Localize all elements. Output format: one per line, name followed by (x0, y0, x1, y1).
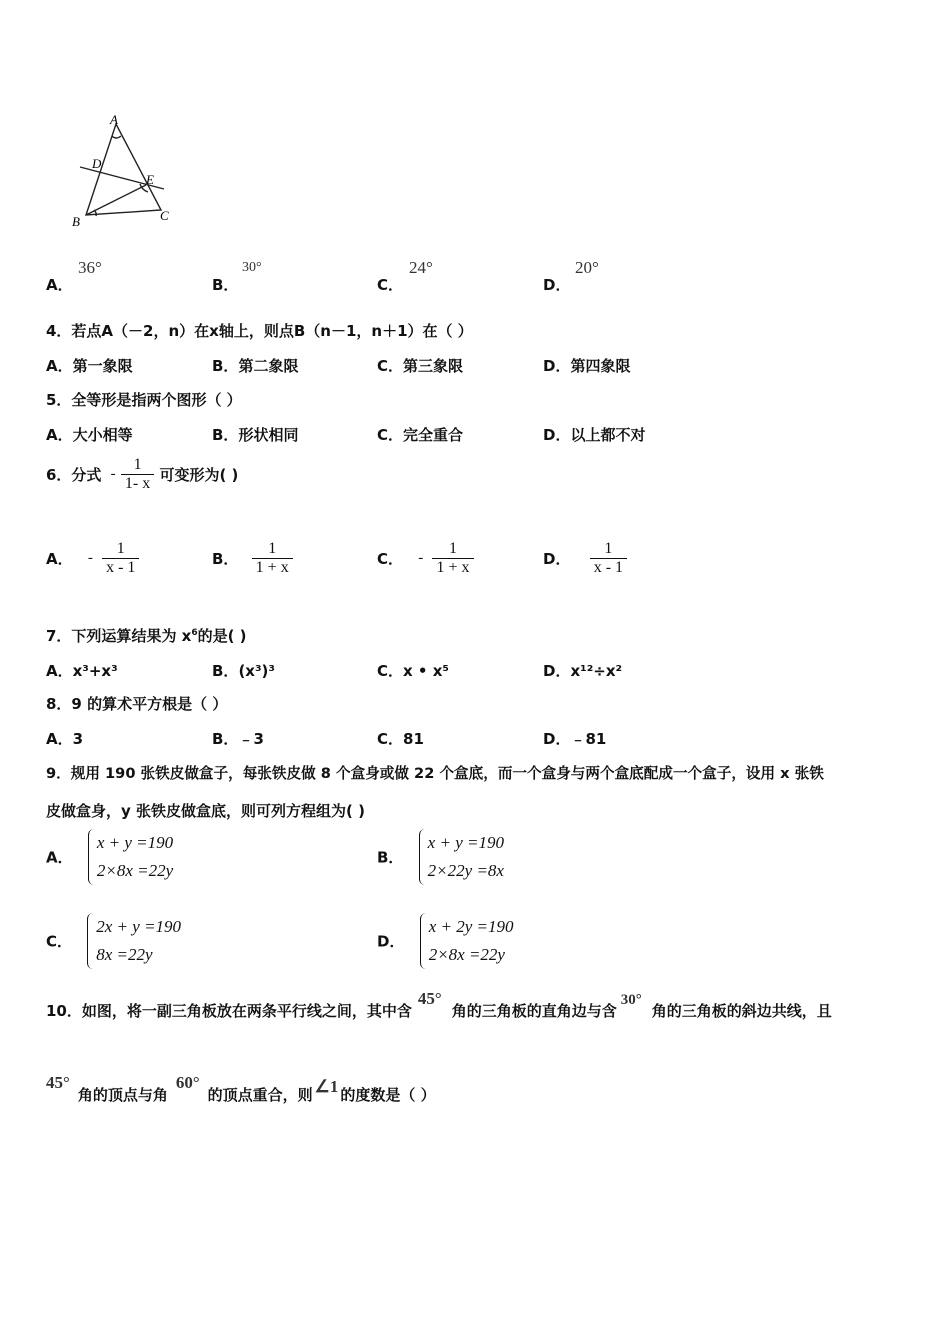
q9-option-d[interactable]: D． x + 2y =190 2×8x =22y (377, 913, 513, 969)
q3-option-a-value: 36° (78, 258, 102, 277)
label-a: A (110, 112, 118, 127)
label-c: C (160, 208, 169, 223)
q6-option-c[interactable]: C． - $\frac{1}{1 + x}$ (377, 540, 474, 577)
q5-option-b[interactable]: B．形状相同 (212, 426, 299, 444)
q5-stem: 5．全等形是指两个图形（ ） (46, 391, 242, 409)
angle-mark-a (112, 136, 121, 138)
q8-option-d[interactable]: D．﹣81 (543, 730, 607, 748)
label-b: B (72, 214, 80, 229)
q7-stem: 7．下列运算结果为 $x^6$的是( ) (46, 627, 247, 645)
q5-option-a[interactable]: A．大小相等 (46, 426, 133, 444)
q5-option-c[interactable]: C．完全重合 (377, 426, 464, 444)
q4-option-b[interactable]: B．第二象限 (212, 357, 299, 375)
q9-option-a[interactable]: A． x + y =190 2×8x =22y (46, 829, 173, 885)
q7-option-c[interactable]: C．x • x⁵ (377, 662, 449, 680)
q9-option-d-system: x + 2y =190 2×8x =22y (420, 913, 514, 969)
q6-option-a-fraction: $\frac{1}{x - 1}$ (102, 540, 139, 577)
q6-sign: - (110, 466, 116, 482)
q9-stem-line1: 9．规用 190 张铁皮做盒子，每张铁皮做 8 个盒身或做 22 个盒底，而一个盒身与两个盒底配成一个盒子，设用 x 张铁 (46, 765, 824, 782)
q3-option-a[interactable]: A． (46, 276, 73, 294)
q6-option-b-fraction: $\frac{1}{1 + x}$ (252, 540, 293, 577)
q6-option-b[interactable]: B． $\frac{1}{1 + x}$ (212, 540, 293, 577)
q9-option-c[interactable]: C． 2x + y =190 8x =22y (46, 913, 181, 969)
q9-option-a-system: x + y =190 2×8x =22y (88, 829, 173, 885)
q7-option-a[interactable]: A．x³+x³ (46, 662, 118, 680)
q9-option-b-system: x + y =190 2×22y =8x (419, 829, 504, 885)
q6-fraction: $\frac{1}{1- x}$ (121, 456, 154, 493)
q9-option-c-system: 2x + y =190 8x =22y (87, 913, 181, 969)
q3-option-d[interactable]: D． (543, 276, 571, 294)
q6-option-d-fraction: $\frac{1}{x - 1}$ (590, 540, 627, 577)
q3-option-c[interactable]: C． (377, 276, 404, 294)
q10-angle-45-vertex: 45° (46, 1073, 70, 1092)
label-e: E (146, 172, 154, 187)
q3-option-d-value: 20° (575, 258, 599, 277)
q10-angle-60: 60° (175, 1073, 200, 1092)
q10-line2: 45°角的顶点与角60°的顶点重合，则 ∠1 的度数是（ ） (46, 1073, 436, 1104)
triangle-figure (66, 112, 196, 237)
q4-option-a[interactable]: A．第一象限 (46, 357, 133, 375)
label-d: D (92, 156, 102, 171)
q7-option-b[interactable]: B．(x³)³ (212, 662, 275, 680)
q3-option-b-value: 30° (242, 260, 262, 275)
q6-option-c-fraction: $\frac{1}{1 + x}$ (432, 540, 473, 577)
q7-option-d[interactable]: D．x¹²÷x² (543, 662, 623, 680)
q6-option-d[interactable]: D． $\frac{1}{x - 1}$ (543, 540, 627, 577)
q10-angle-45: 45° (417, 989, 442, 1008)
q8-option-a[interactable]: A．3 (46, 730, 84, 748)
q10-line1: 10．如图，将一副三角板放在两条平行线之间，其中含45°角的三角板的直角边与含30°角的三角板的斜边共线，且 (46, 989, 832, 1020)
q10-angle-30: 30° (620, 992, 642, 1008)
q8-option-c[interactable]: C．81 (377, 730, 424, 748)
q6-option-a[interactable]: A． - $\frac{1}{x - 1}$ (46, 540, 139, 577)
q4-option-c[interactable]: C．第三象限 (377, 357, 464, 375)
q3-option-c-value: 24° (409, 258, 433, 277)
q10-angle-1: ∠1 (314, 1077, 339, 1096)
q4-option-d[interactable]: D．第四象限 (543, 357, 631, 375)
q4-stem: 4．若点A（－2，n）在x轴上，则点B（n－1，n＋1）在（ ） (46, 322, 473, 340)
q3-option-b[interactable]: B． (212, 276, 239, 294)
q9-stem-line2: 皮做盒身，y 张铁皮做盒底，则可列方程组为( ) (46, 802, 365, 820)
q5-option-d[interactable]: D．以上都不对 (543, 426, 646, 444)
q8-option-b[interactable]: B．﹣3 (212, 730, 264, 748)
q9-option-b[interactable]: B． x + y =190 2×22y =8x (377, 829, 504, 885)
q6-stem: 6．分式 - $\frac{1}{1- x}$ 可变形为( ) (46, 456, 239, 492)
q8-stem: 8．9 的算术平方根是（ ） (46, 695, 228, 713)
